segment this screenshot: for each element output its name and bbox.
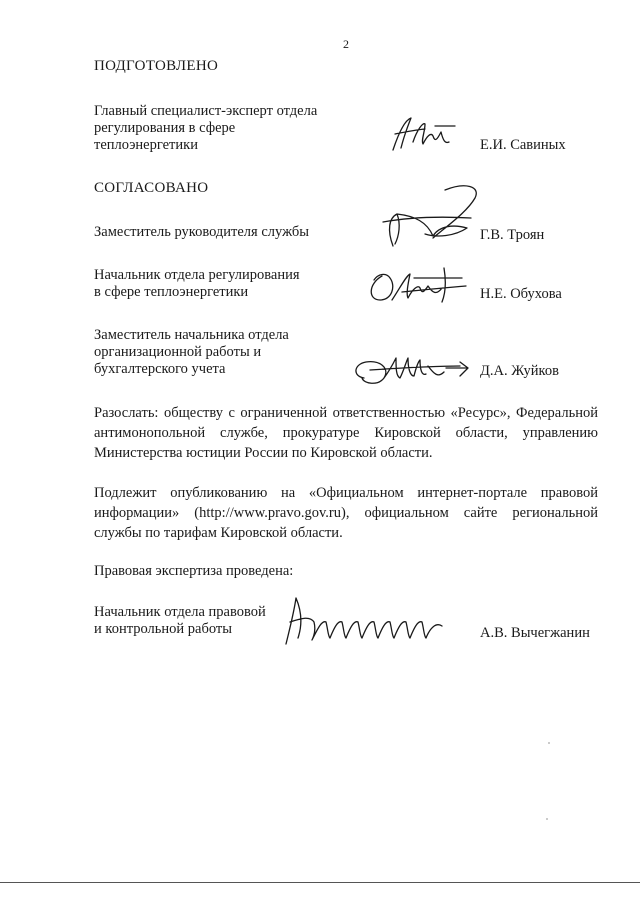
agreed-heading: СОГЛАСОВАНО [94, 180, 209, 196]
signer-title-line: бухгалтерского учета [94, 361, 226, 377]
legal-review-title [94, 604, 266, 638]
signer-name: Г.В. Троян [480, 227, 545, 243]
signature-vychegzhanin [280, 592, 460, 650]
scan-speck [546, 818, 548, 820]
legal-review-name: А.В. Вычегжанин [480, 625, 590, 641]
legal-review-statement: Правовая экспертиза проведена: [94, 563, 294, 579]
signer-title [94, 267, 300, 301]
signer-title-line: в сфере теплоэнергетики [94, 284, 249, 300]
signer-name: Д.А. Жуйков [480, 363, 559, 379]
page-bottom-rule [0, 882, 640, 883]
signer-title-line: Заместитель начальника отдела [94, 327, 289, 343]
prepared-name: Е.И. Савиных [480, 137, 566, 153]
page-number: 2 [343, 37, 349, 51]
prepared-title [94, 103, 317, 154]
prepared-heading: ПОДГОТОВЛЕНО [94, 58, 219, 74]
signer-name: Н.Е. Обухова [480, 286, 562, 302]
signature-zhuykov [350, 348, 480, 388]
signer-title-line: организационной работы и [94, 344, 262, 360]
signer-title: Заместитель руководителя службы [94, 224, 310, 240]
prepared-title-line: теплоэнергетики [94, 137, 198, 153]
signer-title [94, 327, 289, 378]
prepared-title-line: Главный специалист-эксперт отдела [94, 103, 318, 119]
prepared-title-line: регулирования в сфере [94, 120, 236, 136]
signature-obukhova [362, 258, 477, 308]
distribution-paragraph: Разослать: обществу с ограниченной ответственностью «Ресурс», Федеральной антимонопольной службе, прокуратуре Кировской области, управлению Министерства юстиции России по Кировской области. [94, 405, 598, 461]
signer-title-line: Начальник отдела регулирования [94, 267, 300, 283]
scan-speck [548, 742, 550, 744]
publication-paragraph: Подлежит опубликованию на «Официальном интернет-портале правовой информации» (http://www.pravo.gov.ru), официальном сайте региональной службы по тарифам Кировской области. [94, 485, 598, 541]
signature-savinykh [385, 112, 465, 157]
legal-review-title-line: Начальник отдела правовой [94, 604, 266, 620]
legal-review-title-line: и контрольной работы [94, 621, 232, 637]
signature-troyan [375, 178, 485, 253]
